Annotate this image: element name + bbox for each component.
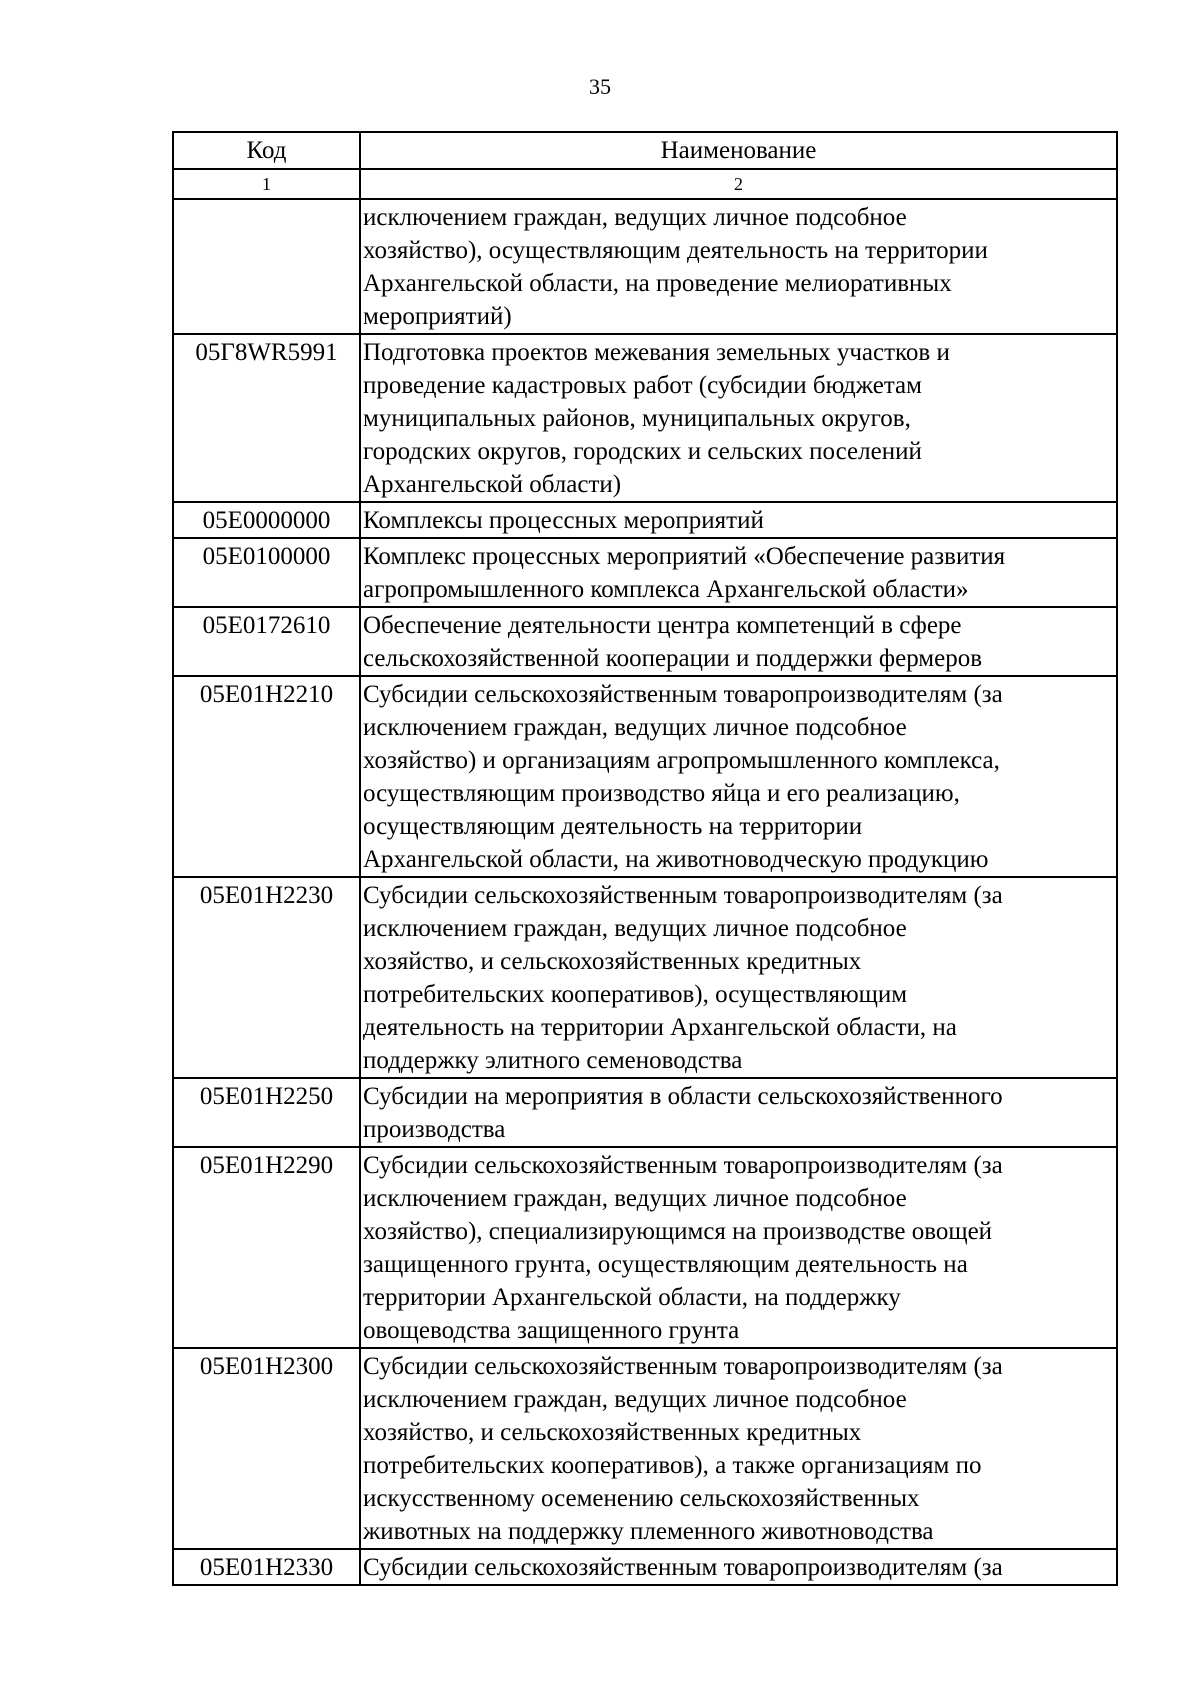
row-name-line: Архангельской области, на животноводческую продукцию [363, 846, 989, 873]
row-name-line: исключением граждан, ведущих личное подсобное [363, 204, 907, 231]
row-name-line: Обеспечение деятельности центра компетенций в сфере [363, 612, 962, 639]
row-name [360, 676, 1117, 877]
table-header-row [173, 132, 1117, 169]
row-name-line: хозяйство) и организациям агропромышленного комплекса, [363, 747, 1000, 774]
row-name-line: агропромышленного комплекса Архангельской области» [363, 576, 969, 603]
row-code: 05Е01Н2330 [173, 1549, 360, 1585]
row-name [360, 538, 1117, 607]
page-number: 35 [589, 74, 611, 99]
row-name [360, 1078, 1117, 1147]
row-code: 05Е0000000 [173, 502, 360, 538]
row-name-line: потребительских кооперативов), осуществляющим [363, 981, 908, 1008]
row-name-line: защищенного грунта, осуществляющим деятельность на [363, 1251, 968, 1278]
row-name-line: хозяйство, и сельскохозяйственных кредитных [363, 1419, 862, 1446]
row-name-line: овощеводства защищенного грунта [363, 1317, 740, 1344]
row-code: 05Е0100000 [173, 538, 360, 607]
row-name [360, 502, 1117, 538]
row-name-line: сельскохозяйственной кооперации и поддержки фермеров [363, 645, 983, 672]
column-number-row [173, 169, 1117, 199]
row-code: 05Е0172610 [173, 607, 360, 676]
row-name-line: хозяйство), осуществляющим деятельность на территории [363, 237, 988, 264]
row-code: 05Г8WR5991 [173, 334, 360, 502]
row-name-line: проведение кадастровых работ (субсидии бюджетам [363, 372, 922, 399]
row-name [360, 334, 1117, 502]
table-row [173, 676, 1117, 877]
table-row [173, 607, 1117, 676]
row-name-line: Субсидии на мероприятия в области сельскохозяйственного [363, 1083, 1003, 1110]
row-name-line: мероприятий) [363, 303, 512, 330]
row-name [360, 1348, 1117, 1549]
row-name-line: Субсидии сельскохозяйственным товаропроизводителям (за [363, 681, 1003, 708]
row-code [173, 199, 360, 334]
row-name-line: искусственному осеменению сельскохозяйственных [363, 1485, 920, 1512]
table-row [173, 1147, 1117, 1348]
row-name [360, 607, 1117, 676]
table-row [173, 199, 1117, 334]
row-name [360, 1147, 1117, 1348]
table-row [173, 334, 1117, 502]
row-name-line: Субсидии сельскохозяйственным товаропроизводителям (за [363, 1554, 1003, 1581]
row-code: 05Е01Н2230 [173, 877, 360, 1078]
row-name-line: осуществляющим деятельность на территории [363, 813, 863, 840]
table-row [173, 538, 1117, 607]
row-name-line: Архангельской области, на проведение мелиоративных [363, 270, 952, 297]
column-number-2: 2 [360, 169, 1117, 199]
row-code: 05Е01Н2210 [173, 676, 360, 877]
row-name [360, 877, 1117, 1078]
budget-code-table [172, 131, 1118, 1586]
table-row [173, 1078, 1117, 1147]
table-row [173, 502, 1117, 538]
row-name-line: хозяйство), специализирующимся на производстве овощей [363, 1218, 993, 1245]
row-name-line: хозяйство, и сельскохозяйственных кредитных [363, 948, 862, 975]
row-name-line: Комплексы процессных мероприятий [363, 507, 764, 534]
table-row [173, 877, 1117, 1078]
row-name-line: производства [363, 1116, 506, 1143]
row-name-line: исключением граждан, ведущих личное подсобное [363, 915, 907, 942]
row-name-line: Архангельской области) [363, 471, 622, 498]
row-name-line: деятельность на территории Архангельской области, на [363, 1014, 957, 1041]
row-name-line: Субсидии сельскохозяйственным товаропроизводителям (за [363, 882, 1003, 909]
row-name-line: муниципальных районов, муниципальных округов, [363, 405, 911, 432]
row-name-line: Субсидии сельскохозяйственным товаропроизводителям (за [363, 1353, 1003, 1380]
row-name-line: Комплекс процессных мероприятий «Обеспечение развития [363, 543, 1006, 570]
row-name-line: исключением граждан, ведущих личное подсобное [363, 1185, 907, 1212]
row-name-line: исключением граждан, ведущих личное подсобное [363, 714, 907, 741]
row-name-line: городских округов, городских и сельских поселений [363, 438, 922, 465]
row-name-line: потребительских кооперативов), а также организациям по [363, 1452, 982, 1479]
row-name-line: территории Архангельской области, на поддержку [363, 1284, 901, 1311]
row-code: 05Е01Н2250 [173, 1078, 360, 1147]
row-name-line: поддержку элитного семеноводства [363, 1047, 743, 1074]
column-header-code: Код [173, 132, 360, 169]
row-name-line: животных на поддержку племенного животноводства [363, 1518, 934, 1545]
row-name-line: осуществляющим производство яйца и его реализацию, [363, 780, 960, 807]
table-row [173, 1549, 1117, 1585]
column-header-name: Наименование [360, 132, 1117, 169]
row-name [360, 199, 1117, 334]
row-code: 05Е01Н2300 [173, 1348, 360, 1549]
row-name-line: Подготовка проектов межевания земельных участков и [363, 339, 950, 366]
table-body [173, 199, 1117, 1585]
table-row [173, 1348, 1117, 1549]
column-number-1: 1 [173, 169, 360, 199]
row-code: 05Е01Н2290 [173, 1147, 360, 1348]
row-name-line: исключением граждан, ведущих личное подсобное [363, 1386, 907, 1413]
row-name-line: Субсидии сельскохозяйственным товаропроизводителям (за [363, 1152, 1003, 1179]
row-name [360, 1549, 1117, 1585]
